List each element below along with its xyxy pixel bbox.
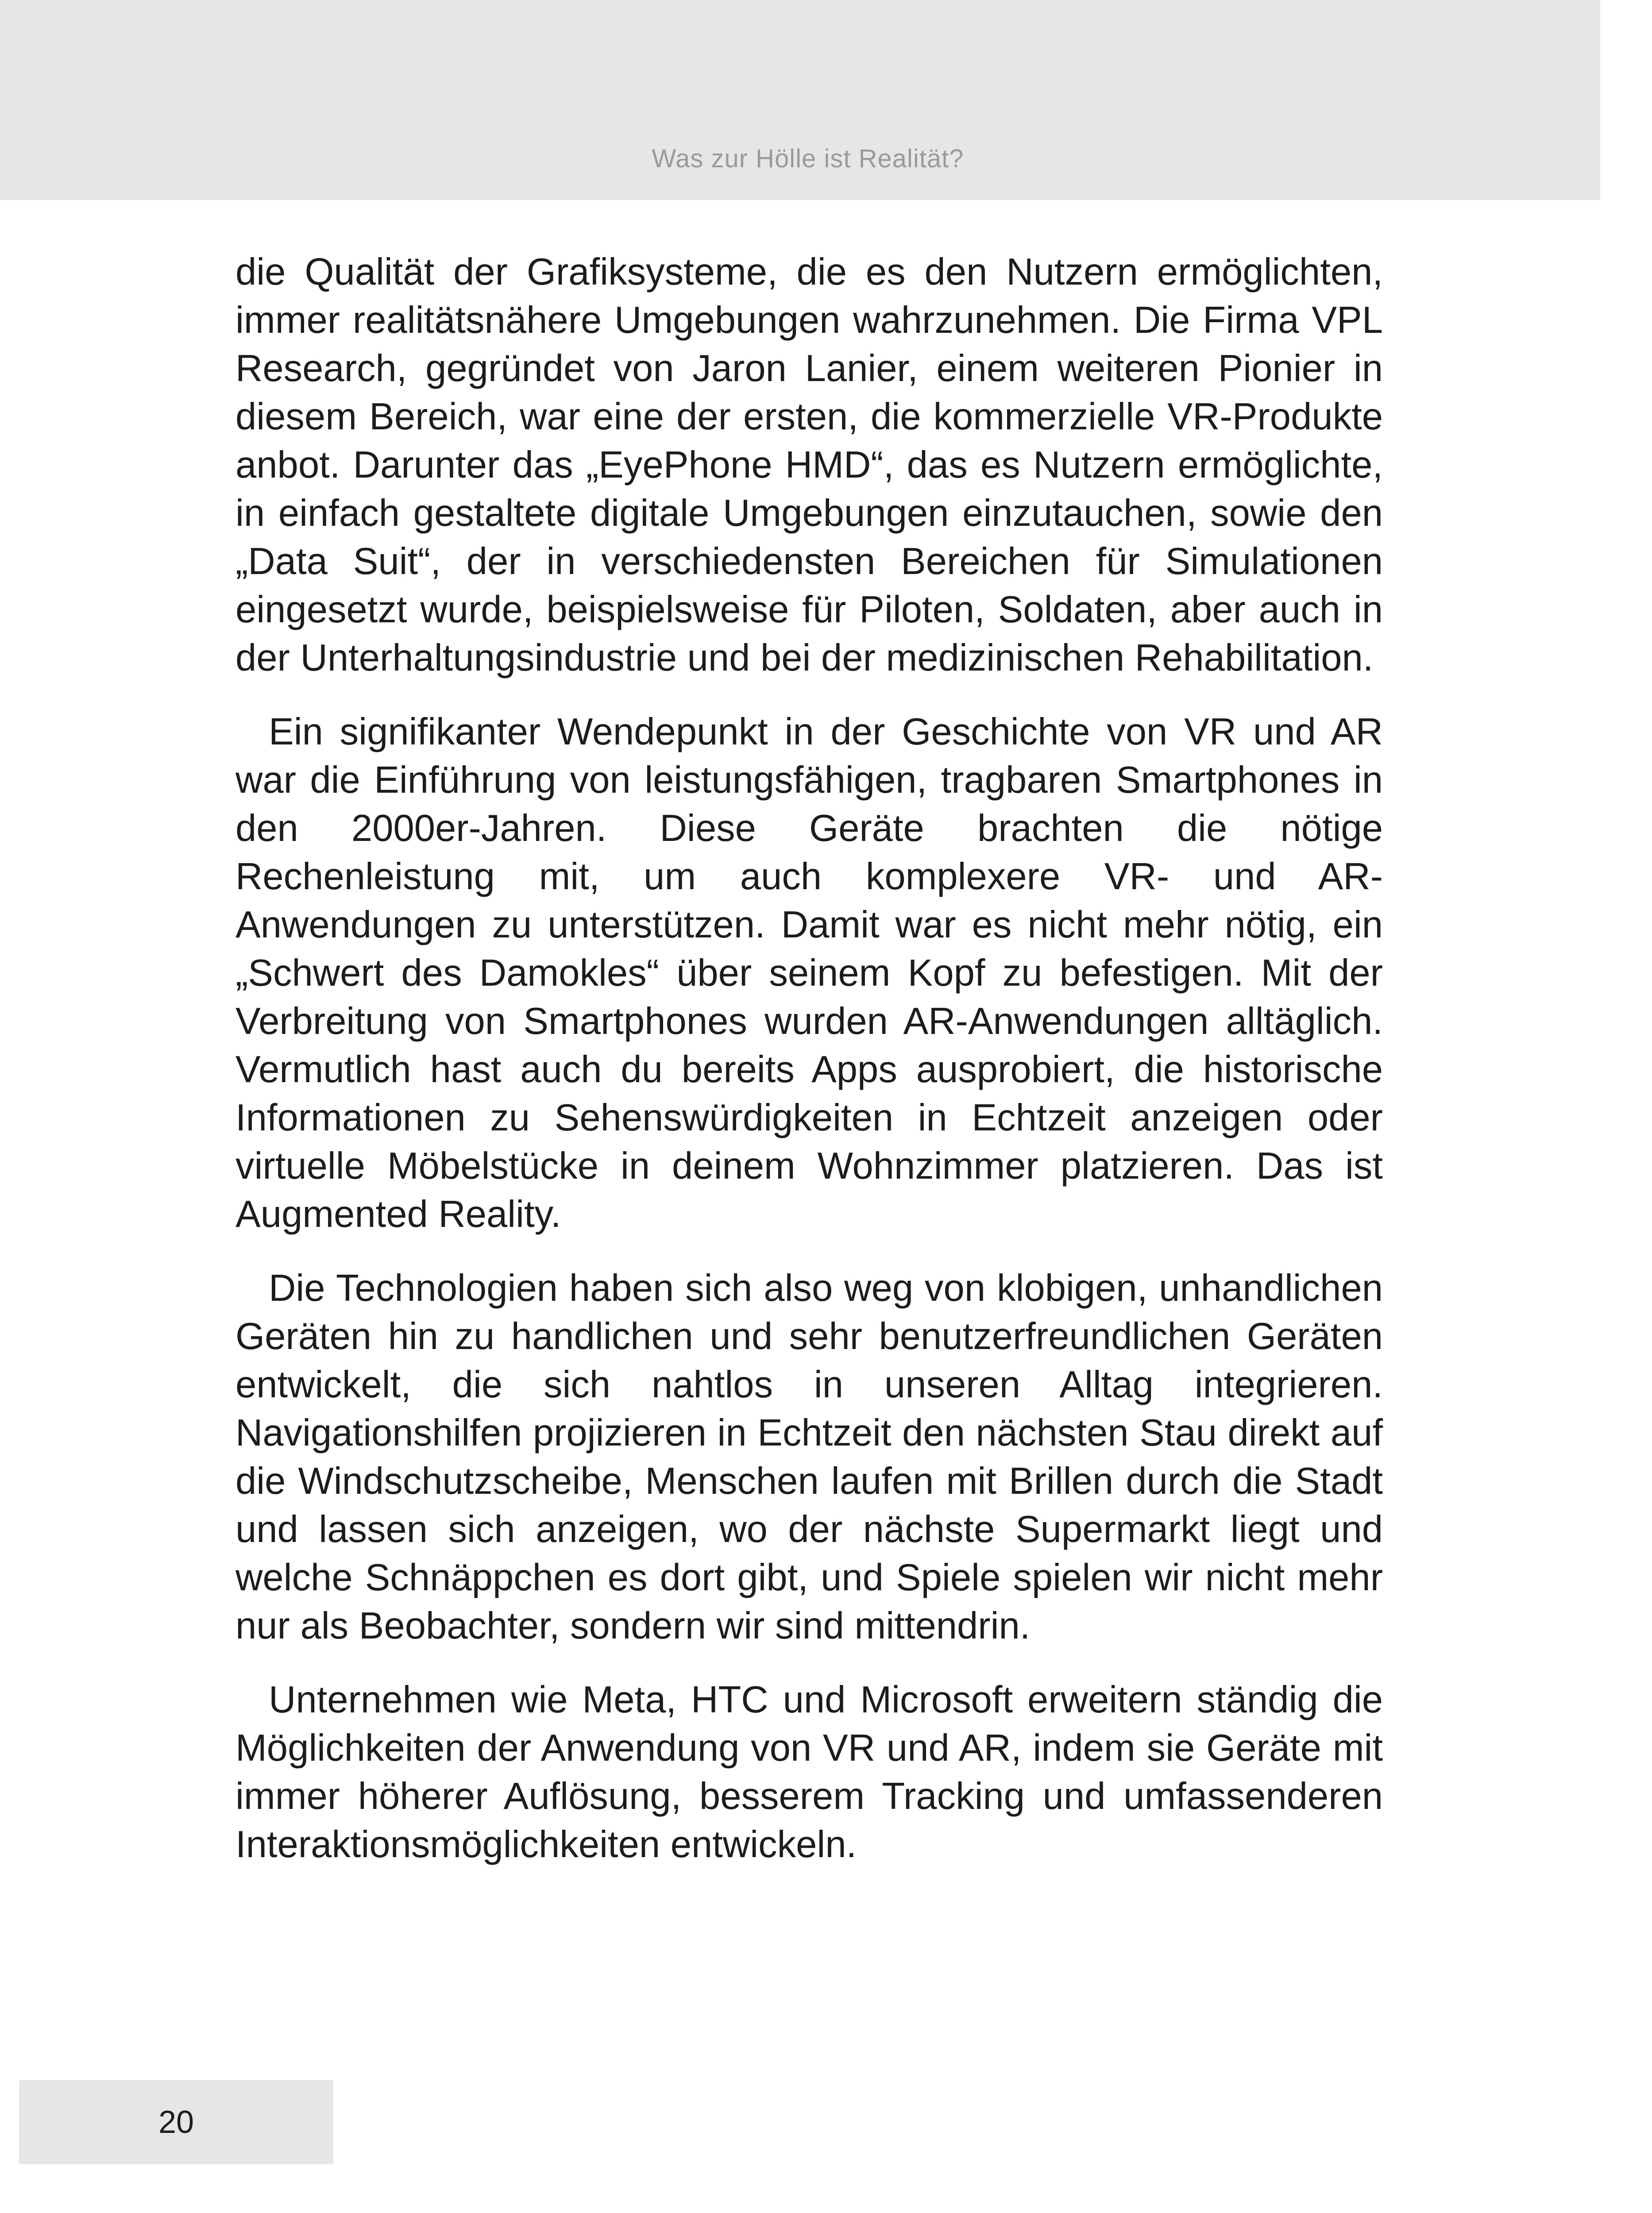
header-band: [0, 0, 1600, 200]
paragraph-3: Die Technologien haben sich also weg von klobigen, unhandlichen Geräten hin zu handlichen und sehr benutzerfreundlichen Geräten entwickelt, die sich nahtlos in unseren Alltag integrieren. Navigationshilfen projizieren in Echtzeit den nächsten Stau direkt auf die Windschutzscheibe, Menschen laufen mit Brillen durch die Stadt und lassen sich anzeigen, wo der nächste Supermarkt liegt und welche Schnäppchen es dort gibt, und Spiele spielen wir nicht mehr nur als Beobachter, sondern wir sind mittendrin.: [235, 1267, 1383, 1647]
body-text: [235, 248, 1383, 1894]
paragraph-1: die Qualität der Grafiksysteme, die es den Nutzern ermöglichten, immer realitätsnähere Umgebungen wahrzunehmen. Die Firma VPL Research, gegründet von Jaron Lanier, einem weiteren Pionier in diesem Bereich, war eine der ersten, die kommerzielle VR-Produkte anbot. Darunter das „EyePhone HMD“, das es Nutzern ermöglichte, in einfach gestaltete digitale Umgebungen einzutauchen, sowie den „Data Suit“, der in verschiedensten Bereichen für Simulationen eingesetzt wurde, beispielsweise für Piloten, Soldaten, aber auch in der Unterhaltungsindustrie und bei der medizinischen Rehabilitation.: [235, 251, 1383, 679]
folio-box: [19, 2080, 333, 2164]
paragraph-2: Ein signifikanter Wendepunkt in der Geschichte von VR und AR war die Einführung von leistungsfähigen, tragbaren Smartphones in den 2000er-Jahren. Diese Geräte brachten die nötige Rechenleistung mit, um auch komplexere VR- und AR-Anwendungen zu unterstützen. Damit war es nicht mehr nötig, ein „Schwert des Damokles“ über seinem Kopf zu befestigen. Mit der Verbreitung von Smartphones wurden AR-Anwendungen alltäglich. Vermutlich hast auch du bereits Apps ausprobiert, die historische Informationen zu Sehenswürdigkeiten in Echtzeit anzeigen oder virtuelle Möbelstücke in deinem Wohnzimmer platzieren. Das ist Augmented Reality.: [235, 711, 1383, 1235]
page-number: 20: [158, 2105, 194, 2140]
running-head-title: Was zur Hölle ist Realität?: [652, 144, 964, 173]
paragraph-4: Unternehmen wie Meta, HTC und Microsoft erweitern ständig die Möglichkeiten der Anwendung von VR und AR, indem sie Geräte mit immer höherer Auflösung, besserem Tracking und umfassenderen Interaktionsmöglichkeiten entwickeln.: [235, 1679, 1383, 1866]
